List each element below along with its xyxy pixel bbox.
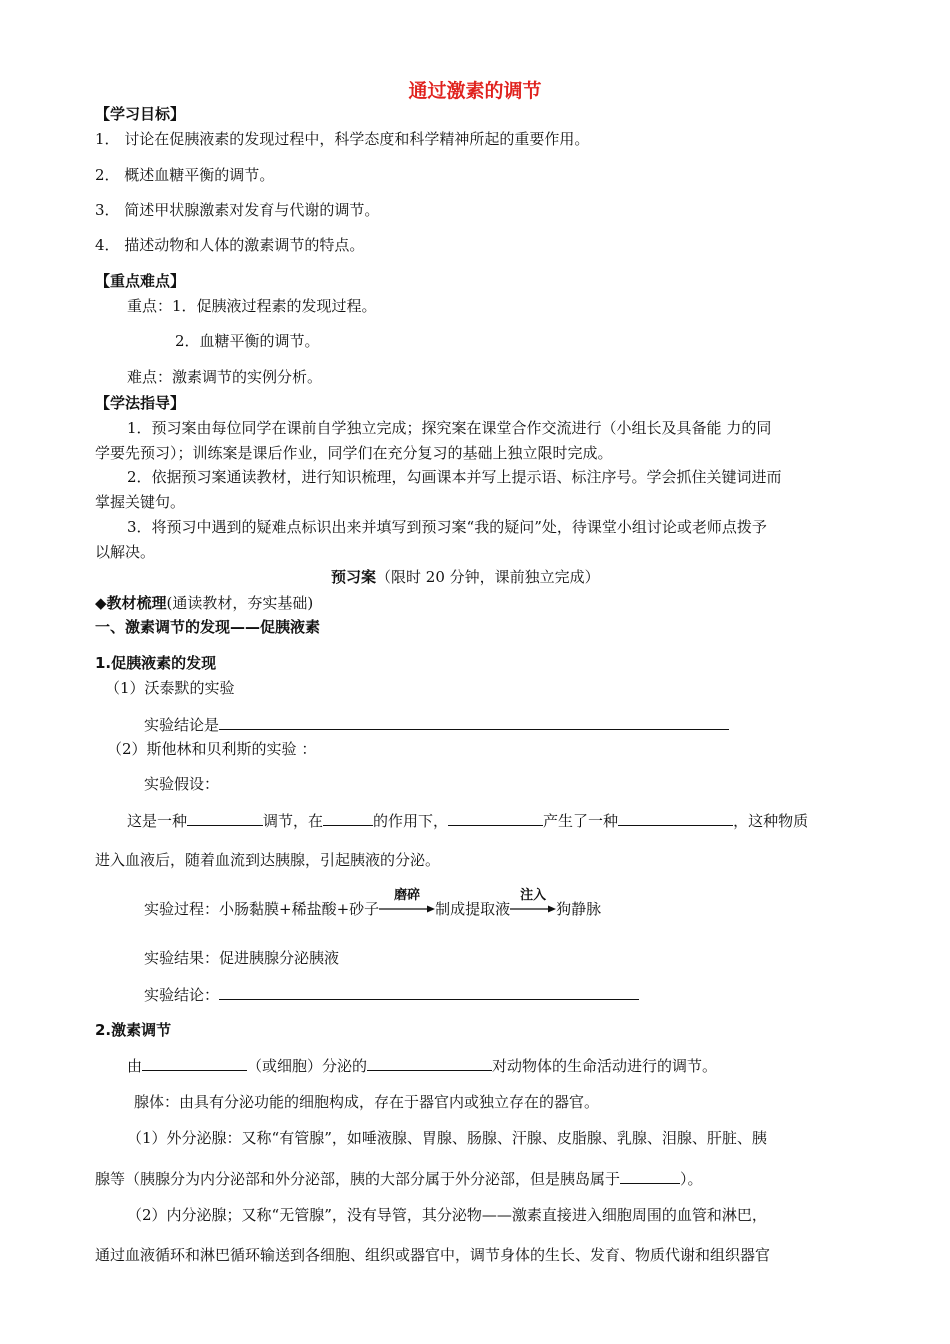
exocrine-line-1: （1）外分泌腺：又称“有管腺”，如唾液腺、胃腺、肠腺、汗腺、皮脂腺、乳腺、泪腺、肝脏、胰 [127,1129,767,1147]
arrow-grind-label: 磨碎 [394,888,421,903]
fill-text-b: 调节，在 [263,812,324,830]
method-1-line-1: 1．预习案由每位同学在课前自学独立完成；探究案在课堂合作交流进行（小组长及具备能 力的同 [127,419,772,437]
subsection-2-heading: 2.激素调节 [95,1021,172,1039]
fill-in-sentence [127,810,808,831]
preview-heading-rest: （限时 20 分钟，课前独立完成） [376,568,600,586]
goal-item-2: 2． 概述血糖平衡的调节。 [95,166,275,184]
blank-producer[interactable] [448,810,543,826]
conclusion-1-label: 实验结论是 [144,716,220,734]
conclusion-2-label: 实验结论： [144,986,220,1004]
goals-header: 【学习目标】 [95,105,186,123]
exocrine-line-2 [95,1168,703,1189]
definition-text-b: （或细胞）分泌的 [247,1057,368,1075]
subsection-1-heading: 1.促胰液素的发现 [95,654,217,672]
conclusion-1-blank[interactable] [219,714,729,730]
method-3-line-2: 以解决。 [95,543,156,561]
process-text-c: 狗静脉 [556,900,602,918]
blank-islet-type[interactable] [620,1168,680,1184]
fill-text-d: 产生了一种 [543,812,619,830]
method-header: 【学法指导】 [95,394,186,412]
conclusion-2-line [144,984,639,1005]
blank-substance-secreted[interactable] [367,1055,492,1071]
endocrine-line-2: 通过血液循环和淋巴循环输送到各细胞、组织或器官中，调节身体的生长、发育、物质代谢和组织器官 [95,1246,771,1264]
fill-text-a: 这是一种 [127,812,188,830]
goal-item-1: 1． 讨论在促胰液素的发现过程中，科学态度和科学精神所起的重要作用。 [95,130,590,148]
hypothesis-label: 实验假设： [144,775,220,793]
conclusion-1-line [144,714,729,735]
process-text-a: 实验过程：小肠黏膜+稀盐酸+砂子 [144,900,380,918]
blank-secreting-organ[interactable] [142,1055,247,1071]
fill-text-c: 的作用下， [373,812,449,830]
method-1-line-2: 学要先预习）；训练案是课后作业，同学们在充分复习的基础上独立限时完成。 [95,444,613,462]
process-text-b: 制成提取液 [435,900,511,918]
experiment-1-label: （1）沃泰默的实验 [105,679,235,697]
preview-heading [331,567,600,587]
definition-line [127,1055,717,1076]
blank-substance[interactable] [618,810,733,826]
method-3-line-1: 3．将预习中遇到的疑难点标识出来并填写到预习案“我的疑问”处，待课堂小组讨论或老师点拨予 [127,518,767,536]
definition-text-c: 对动物体的生命活动进行的调节。 [492,1057,718,1075]
page-title: 通过激素的调节 [408,80,542,102]
exocrine-text-a: 腺等（胰腺分为内分泌部和外分泌部，胰的大部分属于外分泌部，但是胰岛属于 [95,1170,621,1188]
process-line [144,888,602,919]
endocrine-line-1: （2）内分泌腺；又称“无管腺”，没有导管，其分泌物——激素直接进入细胞周围的血管和淋巴， [127,1206,767,1224]
exocrine-text-b: ）。 [680,1170,703,1188]
textbook-sorting-bold: ◆教材梳理 [95,594,167,612]
method-2-line-2: 掌握关键句。 [95,493,186,511]
key-point-1: 重点：1．促胰液过程素的发现过程。 [127,297,377,315]
blank-under-action[interactable] [323,810,373,826]
fill-in-continuation: 进入血液后，随着血流到达胰腺，引起胰液的分泌。 [95,851,441,869]
goal-item-4: 4． 描述动物和人体的激素调节的特点。 [95,236,365,254]
arrow-grind [379,888,435,914]
textbook-sorting [95,593,313,613]
key-point-2: 2．血糖平衡的调节。 [175,332,320,350]
gland-definition: 腺体：由具有分泌功能的细胞构成，存在于器官内或独立存在的器官。 [134,1093,600,1111]
key-points-header: 【重点难点】 [95,272,186,290]
experiment-result: 实验结果：促进胰腺分泌胰液 [144,949,340,967]
fill-text-e: ，这种物质 [733,812,809,830]
conclusion-2-blank[interactable] [219,984,639,1000]
difficulty: 难点：激素调节的实例分析。 [127,368,323,386]
arrow-inject-label: 注入 [520,888,547,903]
definition-text-a: 由 [127,1057,143,1075]
blank-regulation-type[interactable] [187,810,263,826]
method-2-line-1: 2．依据预习案通读教材，进行知识梳理，勾画课本并写上提示语、标注序号。学会抓住关键词进而 [127,468,782,486]
textbook-sorting-rest: (通读教材，夯实基础) [166,594,314,612]
experiment-2-label: （2）斯他林和贝利斯的实验 ： [107,740,317,758]
arrow-inject [510,888,556,914]
part-1-heading: 一、激素调节的发现——促胰液素 [95,618,321,636]
goal-item-3: 3． 简述甲状腺激素对发育与代谢的调节。 [95,201,380,219]
preview-heading-bold: 预习案 [331,568,377,586]
